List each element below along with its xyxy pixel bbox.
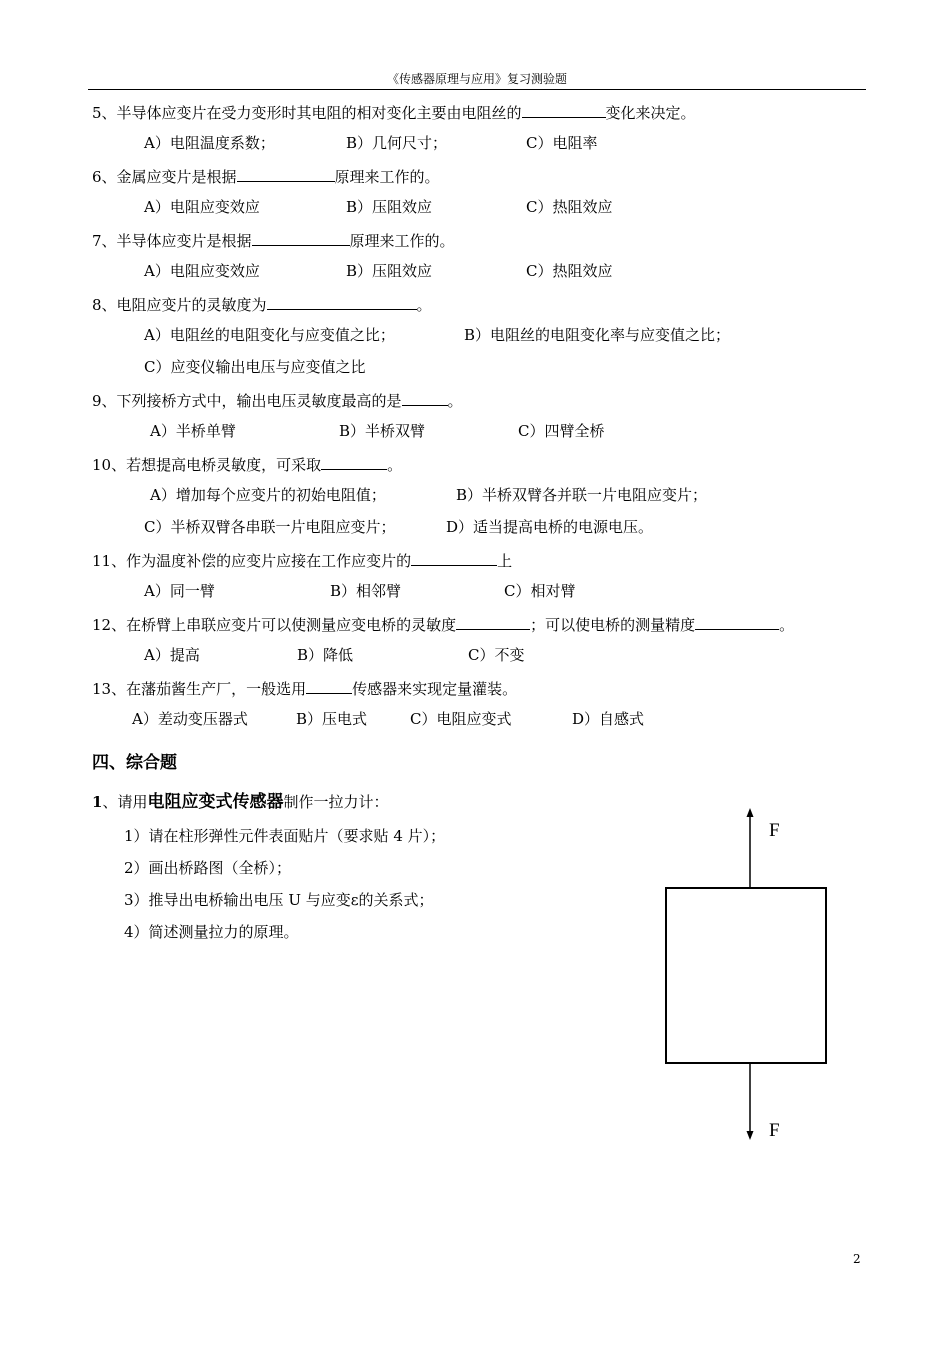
- option: A）半桥单臂: [150, 422, 236, 440]
- question-8-text-end: 。: [416, 296, 432, 314]
- question-11-text: 11、作为温度补偿的应变片应接在工作应变片的: [92, 552, 412, 570]
- question-5-text: 5、半导体应变片在受力变形时其电阻的相对变化主要由电阻丝的: [92, 104, 522, 122]
- option: A）电阻温度系数；: [144, 134, 275, 152]
- option: C）电阻率: [526, 134, 598, 152]
- option: A）增加每个应变片的初始电阻值；: [150, 486, 386, 504]
- emphasized-term: 电阻应变式传感器: [147, 792, 284, 812]
- option: B）几何尺寸；: [346, 134, 448, 152]
- sub-question: 4）简述测量拉力的原理。: [124, 923, 299, 941]
- question-12-text-mid: ；可以使电桥的测量精度: [530, 616, 696, 634]
- option: A）提高: [144, 646, 200, 664]
- question-number: 1: [92, 793, 103, 811]
- sub-question: 2）画出桥路图（全桥）；: [124, 859, 292, 877]
- option: B）压阻效应: [346, 198, 433, 216]
- option: C）相对臂: [504, 582, 576, 600]
- question-9-text-end: 。: [447, 392, 463, 410]
- option: C）半桥双臂各串联一片电阻应变片；: [144, 518, 396, 536]
- question-10-text-end: 。: [387, 456, 403, 474]
- question-text-end: 制作一拉力计：: [283, 793, 389, 811]
- section-title: 四、综合题: [92, 753, 177, 773]
- force-label-bottom: F: [769, 1120, 780, 1141]
- question-7-text-end: 原理来工作的。: [349, 232, 455, 250]
- sub-question: 3）推导出电桥输出电压 U 与应变ε的关系式；: [124, 891, 434, 909]
- question-12-text-end: 。: [779, 616, 795, 634]
- question-10-text: 10、若想提高电桥灵敏度，可采取: [92, 456, 322, 474]
- option: A）电阻应变效应: [144, 198, 260, 216]
- page-header: 《传感器原理与应用》复习测验题: [88, 69, 866, 90]
- option: A）同一臂: [144, 582, 215, 600]
- cylindrical-elastic-element: [666, 888, 826, 1063]
- option: C）不变: [468, 646, 525, 664]
- question-text: 、请用: [102, 793, 148, 811]
- option: C）热阻效应: [526, 198, 613, 216]
- option: A）电阻丝的电阻变化与应变值之比；: [144, 326, 395, 344]
- arrow-head-down-icon: [747, 1131, 754, 1140]
- option: D）适当提高电桥的电源电压。: [446, 518, 654, 536]
- option: B）降低: [297, 646, 354, 664]
- option: B）电阻丝的电阻变化率与应变值之比；: [464, 326, 731, 344]
- option: C）四臂全桥: [518, 422, 605, 440]
- question-13-text: 13、在藩茄酱生产厂，一般选用: [92, 680, 307, 698]
- question-7-text: 7、半导体应变片是根据: [92, 232, 252, 250]
- question-6-text-end: 原理来工作的。: [334, 168, 440, 186]
- option: C）热阻效应: [526, 262, 613, 280]
- question-13-text-end: 传感器来实现定量灌装。: [352, 680, 518, 698]
- force-label-top: F: [769, 820, 780, 841]
- option: B）压阻效应: [346, 262, 433, 280]
- question-11-text-end: 上: [497, 552, 513, 570]
- question-6-text: 6、金属应变片是根据: [92, 168, 237, 186]
- option: C）应变仪输出电压与应变值之比: [144, 358, 366, 376]
- option: B）半桥双臂各并联一片电阻应变片；: [456, 486, 708, 504]
- question-5-text-end: 变化来决定。: [605, 104, 696, 122]
- page-number: 2: [853, 1252, 861, 1266]
- option: B）相邻臂: [330, 582, 402, 600]
- option: C）电阻应变式: [410, 710, 512, 728]
- option: A）电阻应变效应: [144, 262, 260, 280]
- arrow-head-up-icon: [747, 808, 754, 817]
- option: B）压电式: [296, 710, 368, 728]
- question-12-text: 12、在桥臂上串联应变片可以使测量应变电桥的灵敏度: [92, 616, 457, 634]
- option: D）自感式: [572, 710, 645, 728]
- question-9-text: 9、下列接桥方式中，输出电压灵敏度最高的是: [92, 392, 402, 410]
- option: B）半桥双臂: [339, 422, 426, 440]
- option: A）差动变压器式: [132, 710, 248, 728]
- question-8-text: 8、电阻应变片的灵敏度为: [92, 296, 267, 314]
- sub-question: 1）请在柱形弹性元件表面贴片（要求贴 4 片）；: [124, 827, 446, 845]
